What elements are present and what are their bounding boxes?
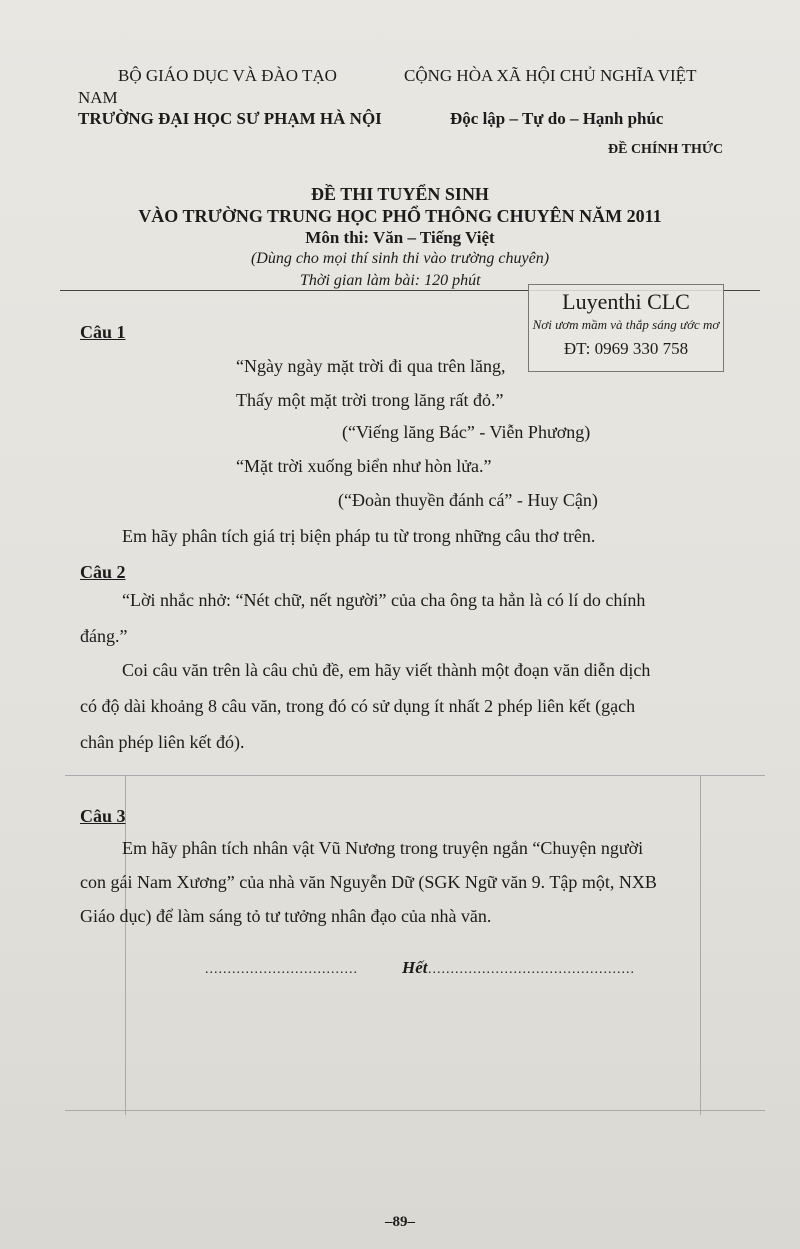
end-mark: Hết xyxy=(402,958,428,977)
page-number: –89– xyxy=(385,1214,415,1230)
q1-source-1: (“Viếng lăng Bác” - Viễn Phương) xyxy=(342,422,591,442)
exam-scope: (Dùng cho mọi thí sinh thi vào trường chuyên) xyxy=(250,250,550,267)
luyenthi-stamp xyxy=(528,284,724,372)
q1-prompt: Em hãy phân tích giá trị biện pháp tu từ trong những câu thơ trên. xyxy=(122,526,596,546)
national-motto: Độc lập – Tự do – Hạnh phúc xyxy=(450,109,664,128)
stamp-phone: ĐT: 0969 330 758 xyxy=(563,339,689,358)
ministry-name: BỘ GIÁO DỤC VÀ ĐÀO TẠO xyxy=(118,66,337,85)
q2-line-1: “Lời nhắc nhở: “Nét chữ, nết người” của cha ông ta hẳn là có lí do chính xyxy=(122,590,646,610)
q2-line-5: chân phép liên kết đó). xyxy=(80,732,245,752)
show-through-line xyxy=(65,1110,765,1111)
end-dots-right: .............................................. xyxy=(428,962,635,977)
q3-line-3: Giáo dục) để làm sáng tỏ tư tưởng nhân đạo của nhà văn. xyxy=(80,906,492,926)
republic-name-cont: NAM xyxy=(78,88,118,107)
university-name: TRƯỜNG ĐẠI HỌC SƯ PHẠM HÀ NỘI xyxy=(78,109,382,128)
question-2-label: Câu 2 xyxy=(80,562,126,582)
q2-line-4: có độ dài khoảng 8 câu văn, trong đó có sử dụng ít nhất 2 phép liên kết (gạch xyxy=(80,696,636,716)
q1-verse-3: “Mặt trời xuống biển như hòn lửa.” xyxy=(236,456,492,476)
exam-title: ĐỀ THI TUYỂN SINH xyxy=(311,184,489,204)
q1-verse-2: Thấy một mặt trời trong lăng rất đỏ.” xyxy=(236,390,504,410)
end-dots-left: .................................. xyxy=(205,962,358,977)
republic-name: CỘNG HÒA XÃ HỘI CHỦ NGHĨA VIỆT xyxy=(404,66,697,85)
stamp-name: Luyenthi CLC xyxy=(562,289,690,314)
exam-title-line2: VÀO TRƯỜNG TRUNG HỌC PHỔ THÔNG CHUYÊN NĂM 2011 xyxy=(138,206,662,226)
q3-line-1: Em hãy phân tích nhân vật Vũ Nương trong truyện ngắn “Chuyện người xyxy=(122,838,644,858)
q3-line-2: con gái Nam Xương” của nhà văn Nguyễn Dữ (SGK Ngữ văn 9. Tập một, NXB xyxy=(80,872,657,892)
question-3-label: Câu 3 xyxy=(80,806,126,826)
show-through-line xyxy=(65,775,765,776)
q2-line-3: Coi câu văn trên là câu chủ đề, em hãy viết thành một đoạn văn diễn dịch xyxy=(122,660,651,680)
show-through-line xyxy=(700,775,701,1115)
stamp-slogan: Nơi ươm mầm và thắp sáng ước mơ xyxy=(532,317,720,332)
exam-subject: Môn thi: Văn – Tiếng Việt xyxy=(305,228,495,247)
exam-time: Thời gian làm bài: 120 phút xyxy=(300,272,481,289)
q2-line-2: đáng.” xyxy=(80,626,128,646)
question-1-label: Câu 1 xyxy=(80,322,126,342)
q1-verse-1: “Ngày ngày mặt trời đi qua trên lăng, xyxy=(236,356,506,376)
official-label: ĐỀ CHÍNH THỨC xyxy=(608,142,724,157)
q1-source-2: (“Đoàn thuyền đánh cá” - Huy Cận) xyxy=(338,490,598,510)
